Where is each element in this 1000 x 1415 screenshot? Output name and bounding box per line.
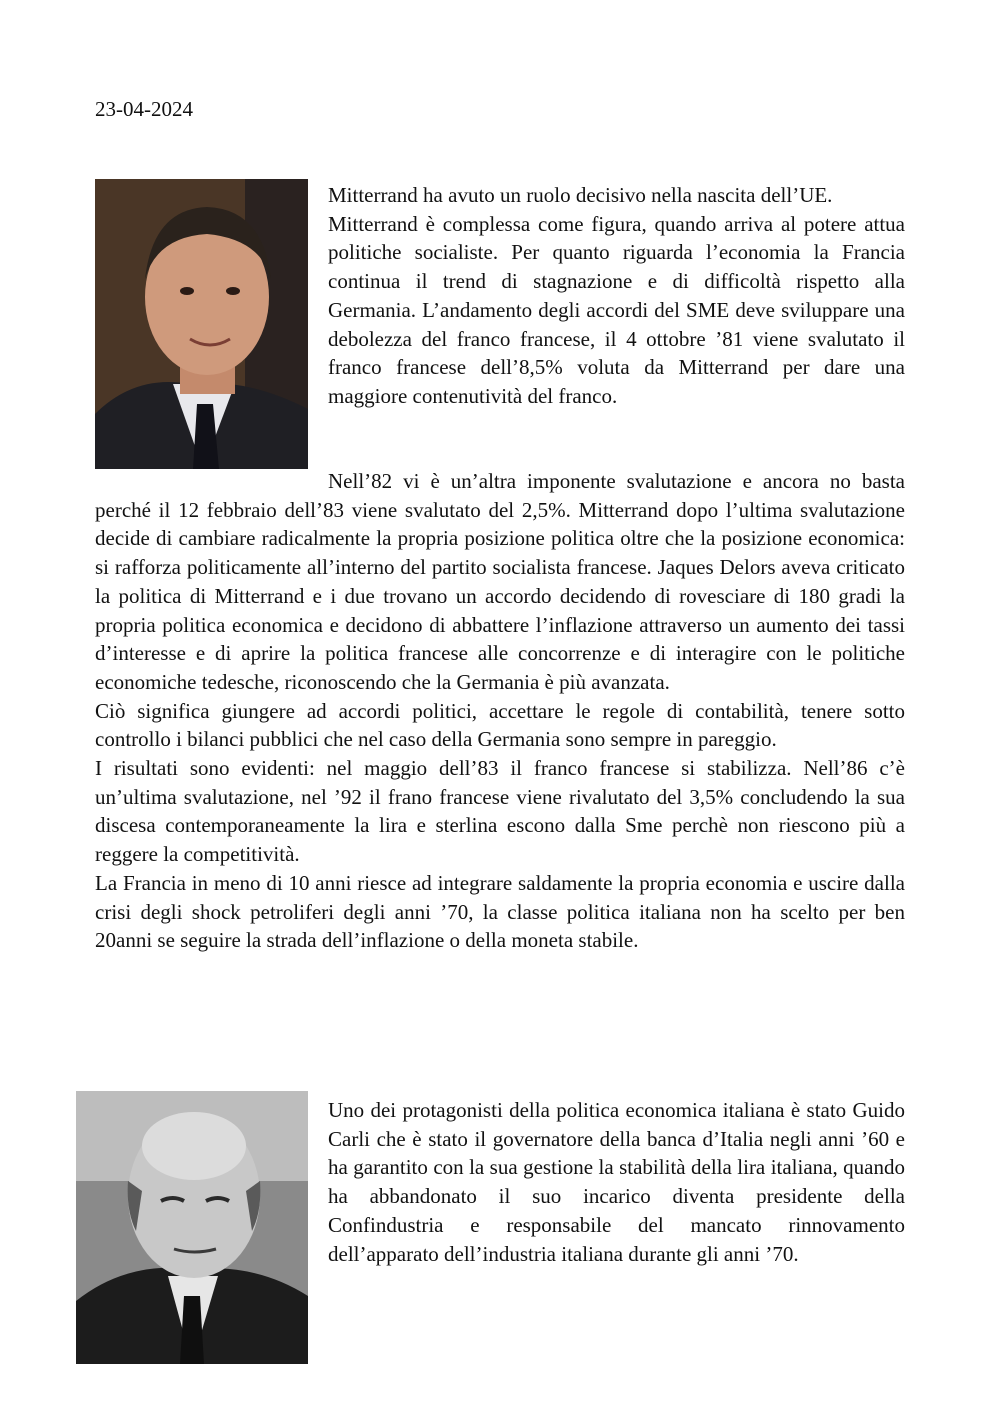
- section2-text: [95, 467, 905, 955]
- section3-paragraph-1: Uno dei protagonisti della politica economica italiana è stato Guido Carli che è stato il governatore della banca d’Italia negli anni ’60 e ha garantito con la sua gestione la stabilità della lira italiana, quando ha abbandonato il suo incarico diventa presidente della Confindustria e responsabile del mancato rinnovamento dell’apparato dell’industria italiana durante gli anni ’70.: [328, 1098, 905, 1266]
- section2-paragraph-3: I risultati sono evidenti: nel maggio dell’83 il franco francese si stabilizza. Nell’86 c’è un’ultima svalutazione, nel ’92 il frano francese viene rivalutato del 3,5% concludendo la sua discesa contemporaneamente la lira e sterlina escono dalla Sme perchè non riescono più a reggere la competitività.: [95, 756, 905, 867]
- portrait-photo-carli: [76, 1091, 308, 1364]
- document-date: 23-04-2024: [95, 97, 193, 121]
- section2-paragraph-4: La Francia in meno di 10 anni riesce ad integrare saldamente la propria economia e uscire dalla crisi degli shock petroliferi degli anni ’70, la classe politica italiana non ha scelto per ben 20anni se seguire la strada dell’inflazione o della moneta stabile.: [95, 870, 905, 953]
- section3-text: [328, 1096, 905, 1268]
- portrait-illustration: [76, 1091, 308, 1364]
- section2-paragraph-1: Nell’82 vi è un’altra imponente svalutazione e ancora no basta perché il 12 febbraio dell’83 viene svalutato del 2,5%. Mitterrand dopo l’ultima svalutazione decide di cambiare radicalmente la propria posizione politica oltre che la posizione economica: si rafforza politicamente all’interno del partito socialista francese. Jaques Delors aveva criticato la politica di Mitterrand e i due trovano un accordo decidendo di rovesciare di 180 gradi la propria politica economica e decidono di abbattere l’inflazione attraverso un aumento dei tassi d’interesse e di aprire la politica francese alle concorrenze e di interagire con le politiche economiche tedesche, riconoscendo che la Germania è più avanzata.: [95, 469, 905, 694]
- portrait-illustration: [95, 179, 308, 469]
- section1-paragraph-1: Mitterrand ha avuto un ruolo decisivo nella nascita dell’UE.: [328, 183, 833, 207]
- portrait-photo-mitterrand: [95, 179, 308, 469]
- section2-paragraph-2: Ciò significa giungere ad accordi politici, accettare le regole di contabilità, tenere sotto controllo i bilanci pubblici che nel caso della Germania sono sempre in pareggio.: [95, 698, 905, 752]
- section1-paragraph-2: Mitterrand è complessa come figura, quando arriva al potere attua politiche socialiste. Per quanto riguarda l’economia la Francia continua il trend di stagnazione e di difficoltà rispetto alla Germania. L’andamento degli accordi del SME deve sviluppare una debolezza del franco francese, il 4 ottobre ’81 viene svalutato il franco francese dell’8,5% voluta da Mitterrand per dare una maggiore contenutività del franco.: [328, 211, 905, 408]
- section1-text: [328, 181, 905, 411]
